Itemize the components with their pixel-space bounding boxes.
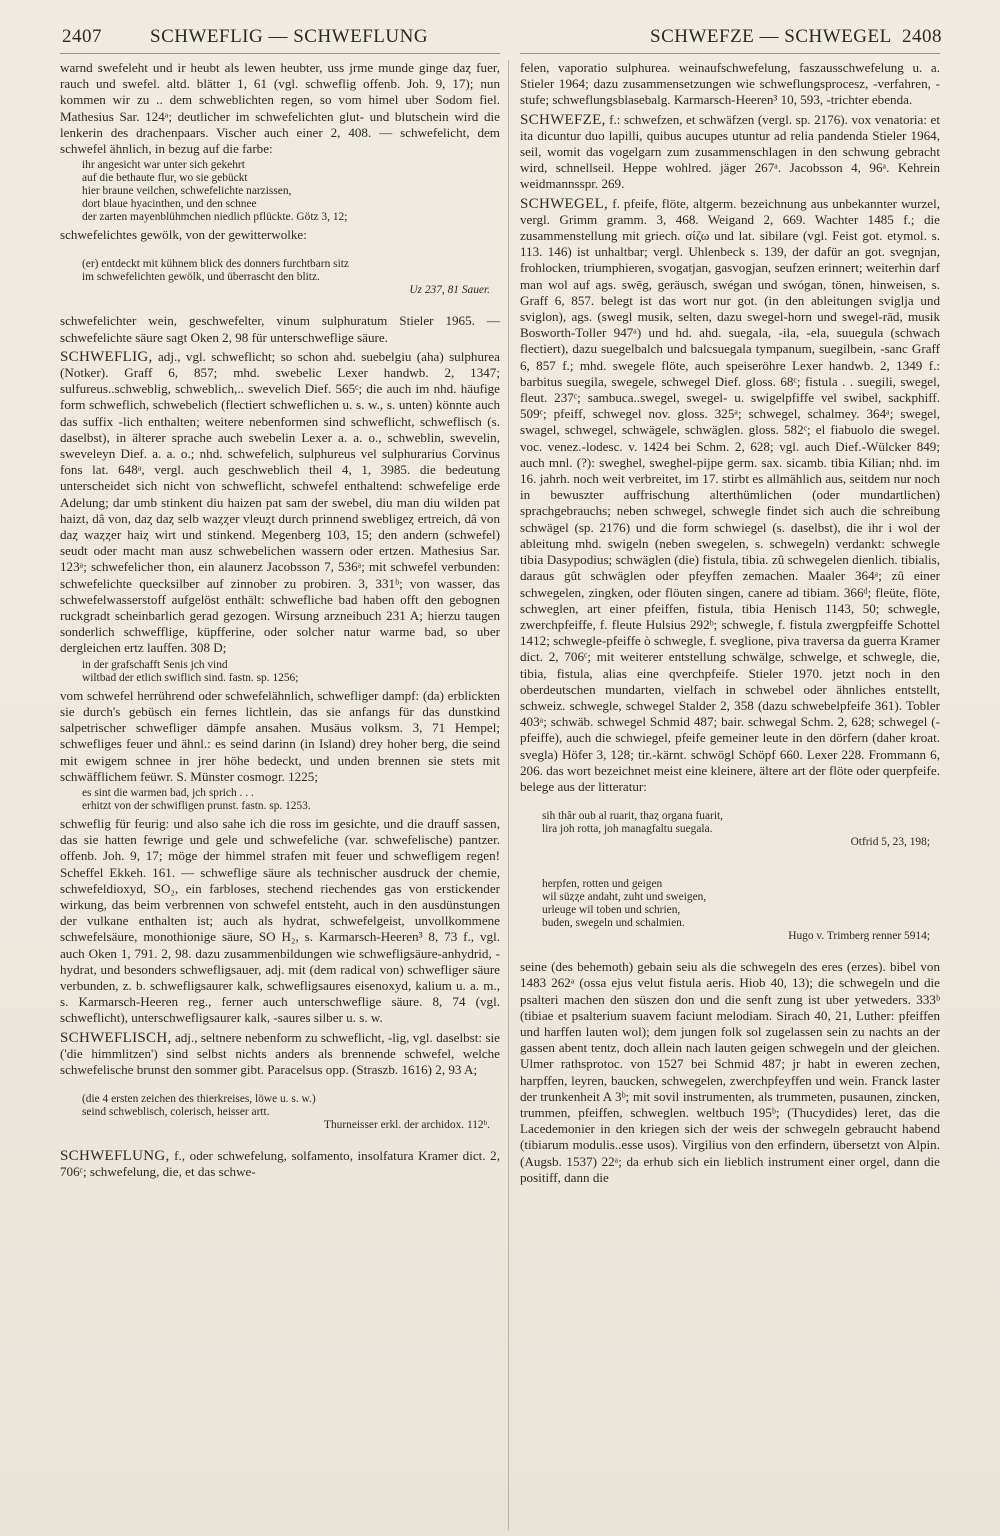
paragraph: schwefelichtes gewölk, von der gewitterwolke: <box>60 227 307 243</box>
entry-text: f.: schwefzen, et schwäfzen (vergl. sp. 2176). vox venatoria: et ita dicuntur duo lapilli, quibus aucupes utuntur ad relia pandenda Stieler 1964, seil, womit das vogelgarn zum zusammenschlagen in den schwung gebracht wird, schnellseil. Heppe wohlred. jäger 267ᵃ. Jacobsson 4, 96ᵃ. Kehrein weidmannsspr. 269. <box>520 111 940 192</box>
quotation: ihr angesicht war unter sich gekehrt auf die bethaute flur, wo sie gebückt hier braune veilchen, schwefelichte narzissen, dort blaue hyacinthen, und den schnee der zarten mayenblühmchen niedlich pflückte. Götz 3, 12; <box>82 159 348 224</box>
header-rule-left <box>60 53 500 54</box>
quotation <box>542 865 940 956</box>
paragraph: schwefelichter wein, geschwefelter, vinum sulphuratum Stieler 1965. — schwefelichte säure sagt Oken 2, 98 für unterschweflige säure. <box>60 313 500 345</box>
paragraph: felen, vaporatio sulphurea. weinaufschwefelung, faszausschwefelung u. a. Stieler 1964; dazu zusammensetzungen wie schweflungsprocesz, -verfahren, -stufe; schweflungsblasebalg. Karmarsch-Heeren³ 10, 593, -trichter ebenda. <box>520 60 940 108</box>
quotation-source: Hugo v. Trimberg renner 5914; <box>788 930 930 943</box>
quotation: in der grafschafft Senis jch vind wiltbad der etlich swiflich sind. fastn. sp. 1256; <box>82 658 299 684</box>
entry-schweflisch <box>60 1030 500 1079</box>
entry-text: f. pfeife, flöte, altgerm. bezeichnung aus unbekannter wurzel, vergl. Grimm gramm. 3, 468. Weigand 2, 669. Wachter 1485 f.; die zusammenstellung mit griech. σίζω und lat. sibilare (vgl. Feist got. etymol. s. 113. 146) ist unhaltbar; vergl. Uhlenbeck s. 139, der dafür an got. svegnjan, frohlocken, triumphieren, svogatjan, gasvogjan, seufzen erinnert; weiterhin darf man wol auf ags. swēg, geräusch, swégan und swógan, tönen, hinweisen, s. Graff 6, 857. belegt ist das wort nur got. (in den ableitungen sviglja und sviglon), ags. (swegl musik, selten, dazu swegel-horn und swegel-rād, musik Bosworth-Toller 947ᵃ) und hd. ahd. suegala, -ila, -ela, suuegula (schwach flectiert), dazu suegelbalch und balcsuegala tympanum, suegilbein, -sanc Graff 6, 857 f.; mhd. swegele flöte, auch speiseröhre Lexer handwb. 2, 1349 f.: barbitus suegila, swegele, schwegel Dief. gloss. 68ᶜ; fistula . . suegili, swegel, fleut. 237ᶜ; sambuca..swegel, swegel- u. swigelpfiffe vel swibel, sackphiff. 509ᶜ; pfeiff, schwegel nov. gloss. 325ᵃ; schwegel, schalmey. 364ᵃ; swegel, swagel, schwegel, schwägele, schwäglen. gloss. 582ᶜ; el fiabuolo die swegel. voc. venez.-lodesc. v. 1424 bei Schm. 2, 628; vgl. auch Dief.-Wülcker 849; auch mnl. (?): sweghel, sweghel-pijpe germ. sax. sicamb. tibia Kilian; nhd. im 16. jahrh. noch weit verbreitet, im 17. stirbt es allmählich aus, seitdem nur noch in bewuszter auffrischung alterthümlichen (oder mundartlichen) sprachgebrauchs; neben schwegel, schwegle findet sich auch die schreibung schwägel (sp. 2176) und die form schwiegel (s. daselbst), die ihr i wol der ableitung mhd. swigeln (neben swegelen, s. schwegeln) verdankt: schwegle tibia Dasypodius; schwäglen (die) fistula, tibia. zû schwegelen dienlich. tibialis, daraus gût schwäglen oder pfeyffen zemachen. Maaler 364ᵃ; zû einer schwegelen, zingken, oder flöuten singen, canere ad tibiam. 366ᵈ; fleüte, flöte, schweglen, art einer pfeiffen, fistula, tibia Henisch 1143, 50; schwegle, zwerchpfeiffe, f. fleute Hulsius 292ᵇ; schwegle, f. fistula zwergpfeiffe Schottel 1412; schwegle-pfeiffe ò schwegle, f. sveglione, piva traversa da guerra Kramer dict. 2, 706ᶜ; mit weiterer entstellung schwälge, schwelge, et schwegle, die, tibia, fistula, alias eine qverchpfeife. Stieler 1970. jetzt noch in den oberdeutschen mundarten, vielfach in schwebel oder ähnliches entstellt, schweiz. schwegle, schwegel Stalder 2, 358 (dazu schwebelpfeife 361). Tobler 403ᵃ; schwäb. schwegel Schmid 487; bair. schwegal Schm. 2, 628; schwegel (-pfeiffe), auch die schwiegel, pfeife gemeiner leute in den dörfern (daher kroat. svegla) Höfer 3, 128; tir.-kärnt. schwögl Schöpf 660. Lexer 228. Frommann 6, 206. das wort bezeichnet meist eine kleinere, ältere art der flöte oder querpfeife. belege aus der litteratur: <box>520 195 940 794</box>
headword: SCHWEGEL, <box>520 195 609 212</box>
header-title-left: SCHWEFLIG — SCHWEFLUNG <box>150 26 429 47</box>
column-separator <box>508 60 509 1530</box>
quotation-text: herpfen, rotten und geigen wil süȥȥe andaht, zuht und sweigen, urleuge wil toben und schrien, buden, swegeln und schalmien. <box>542 878 707 930</box>
quotation-source: Thurneisser erkl. der archidox. 112ᵇ. <box>324 1119 490 1132</box>
entry-schweflig <box>60 349 500 657</box>
page-number-right: 2408 <box>902 26 942 47</box>
quotation <box>542 797 940 862</box>
left-column <box>60 60 500 1530</box>
paragraph: vom schwefel herrührend oder schwefelähnlich, schwefliger dampf: (da) erblickten sie durch's gebüsch ein fernes lichtlein, das sie anfangs für das dunstkind salpetrischer schwefliger dämpfe ansahen. Musäus volksm. 3, 71 Hempel; schwefliges feuer und ähnl.: es seind darinn (in Island) drey hoher berg, die seind mit ewigem schnee in jrer höhe bedeckt, und unden brennen sie stets mit schwäfflichem feüwr. S. Münster cosmogr. 1225; <box>60 687 500 784</box>
quotation: es sint die warmen bad, jch sprich . . . erhitzt von der schwifligen prunst. fastn. sp. 1253. <box>82 786 311 812</box>
entry-schwegel <box>520 196 940 796</box>
paragraph: warnd swefeleht und ir heubt als lewen heubter, uss jrme munde ginge daȥ fuer, rauch und swefel. altd. blätter 1, 61 (vgl. schweflig offenb. Joh. 9, 17); nun kommen wir zu .. dem schweblichten regen, so vom himel uber Sodom fiel. Mathesius Sar. 124ᵃ; deutlicher im schwefelichten glut- und blutschein wird die lenkerin des drachenpaars. Vischer auch einer 2, 408. — schwefelicht, dem schwefel ähnlich, in bezug auf die farbe: <box>60 60 500 157</box>
entry-text: adj., vgl. schweflicht; so schon ahd. suebelgiu (aha) sulphurea (Notker). Graff 6, 857; mhd. swebelic Lexer handwb. 2, 1347; sulfureus..schweblig, schweblich,.. swevelich Dief. 565ᶜ; die auch im nhd. häufige form schweflich, schwebelich (flectiert schweflichen u. s. w., s. unten) könnte auch das suffix -lich enthalten; weitere nebenformen sind schweflicht, schweflisch (s. daselbst), in älterer sprache auch swebelin Lexer a. a. o., schweblin, swevelin, sweveleyn Dief. a. a. o.; nhd. schwefelich, sulphureus vel sulphurarius Corvinus fons lat. 648ᵃ, vergl. auch geschweblich theil 4, 1, 3985. die bedeutung unterscheidet sich nicht von schweflicht, schwefel enthaltend: schwefelige erde Adelung; dar umb stinkent diu haizen pat sam der swebel, diu man diu wilden pat haizt, dâ von, daȥ daȥ selb waȥȥer vleuȥt durch prinnend swebligeȥ ertreich, dâ von daȥ waȥȥer haiȥ wirt und stinkend. Megenberg 103, 15; den andern (schwefel) seudt oder macht man ausz schwebelichen wassern oder ertzen. Mathesius Sar. 123ᵃ; schwefelicher thon, ein alaunerz Jacobsson 7, 536ᵃ; mit schwefel verbunden: schwefelichte quecksilber auf zinnober zu probiren. 3, 331ᵇ; von wasser, das schwefelwasserstoff aufgelöst enthält: schwefliche bad haben offt den gebognen ruckgradt scheinbarlich gerad gezogen. Wirsung arzneibuch 231 A; hierzu taugen sonderlich schwefflige, küpfferine, oder solcher natur warme bad, so uber dergleichen ertz lauffen. 308 D; <box>60 348 500 656</box>
quotation-source: Uz 237, 81 Sauer. <box>409 284 490 297</box>
header-title-right: SCHWEFZE — SCHWEGEL <box>650 26 892 47</box>
right-column <box>520 60 940 1530</box>
page-number-left: 2407 <box>62 26 102 47</box>
entry-text: f., oder schwefelung, solfamento, insolfatura Kramer dict. 2, 706ᶜ; schwefelung, die, et das schwe- <box>60 1148 500 1180</box>
entry-text: adj., seltnere nebenform zu schweflicht, -lig, vgl. daselbst: sie ('die himmlitzen') sind selbst nichts anders als brennende schwefel, welche schwefelische brunst den sommer gibt. Paracelsus opp. (Straszb. 1616) 2, 93 A; <box>60 1029 500 1077</box>
entry-schwefze <box>520 112 940 193</box>
entry-schweflung <box>60 1148 500 1180</box>
header-rule-right <box>520 53 940 54</box>
quotation-text: (er) entdeckt mit kühnem blick des donners furchtbarn sitz im schwefelichten gewölk, und überrascht den blitz. <box>82 258 349 284</box>
headword: SCHWEFZE, <box>520 111 606 128</box>
paragraph: seine (des behemoth) gebain seiu als die schwegeln des eres (erzes). bibel von 1483 262ᵃ (ossa ejus velut fistula aeris. Hiob 40, 13); die schwegeln und die psalteri machen den süszen don und die senft zung ist uber yetweders. 333ᵇ (tibiae et psalterium suavem faciunt melodiam. Sirach 40, 21, Luther: pfeiffen und harffen lauten wol); dem jungen folk sol zugelassen sein zu nachts an der gassen abent tentz, doch allein nach lauten geigen schwegeln und der gleichen. Ulmer rathsprotoc. von 1527 bei Schmid 487; jr habt in eweren zechen, harpffen, leyren, baucken, schwegelen, zwerchpfeyffen und wein. Franck laster der trunkenheit A 3ᵇ; mit sovil instrumenten, als trummeten, pusaunen, zincken, trummen, pfeiffen, schweglen. weltbuch 195ᵇ; (Thucydides) leret, das die Lacedemonier in den kriegen sich der weis der schwegeln gebraucht habend (tibiarum modulis..esse usos). Virgilius von den erfindern, übersetzt von Alpin. (Augsb. 1537) 22ᵃ; da erhub sich ein lieblich instrument einer orgel, dann die positiff, dann die <box>520 959 940 1185</box>
running-header <box>0 18 1000 58</box>
paragraph: schweflig für feurig: und also sahe ich die ross im gesichte, und die drauff sassen, das sie hatten fewrige und gele und schwefeliche (var. schwefelische) pantzer. offenb. Joh. 9, 17; möge der himmel strafen mit feuer und schwefligem regen! Scheffel Ekkeh. 161. — schweflige säure als technischer ausdruck der chemie, schwefeldioxyd, SO₂, ein farbloses, stechend riechendes gas von erstickender wirkung, das beim verbrennen von schwefel entsteht, auch in den ausdünstungen der vulkane enthalten ist; auch als hydrat, schwefelgeist, unvollkommene schwefelsäure, monothionige säure, SO H₂, s. Karmarsch-Heeren³ 8, 73 f., vgl. auch Oken 1, 791. 2, 98. dazu zusammenbildungen wie schwefligsäure-anhydrid, -hydrat, und besonders schwefligsauer, adj. mit (dem radical von) schwefliger säure verbunden, z. b. schwefligsaurer kalk, schwefligsaures eisenoxyd, kalium u. a. m., s. Karmarsch-Heeren reg., ferner auch unterschweflige säure. 8, 74 (vgl. schweflicht), unterschwefligsaurer kalk, -saures silber u. s. w. <box>60 815 500 1026</box>
headword: SCHWEFLUNG, <box>60 1148 170 1165</box>
quotation-source: Otfrid 5, 23, 198; <box>850 836 930 849</box>
quotation-text: (die 4 ersten zeichen des thierkreises, löwe u. s. w.) seind schweblisch, colerisch, heisser artt. <box>82 1093 316 1119</box>
headword: SCHWEFLIG, <box>60 348 153 365</box>
quotation <box>82 245 500 310</box>
headword: SCHWEFLISCH, <box>60 1029 172 1046</box>
quotation <box>82 1080 500 1145</box>
quotation-text: sih thâr oub al ruarit, thaȥ organa fuarit, lira joh rotta, joh managfaltu suegala. <box>542 810 724 836</box>
